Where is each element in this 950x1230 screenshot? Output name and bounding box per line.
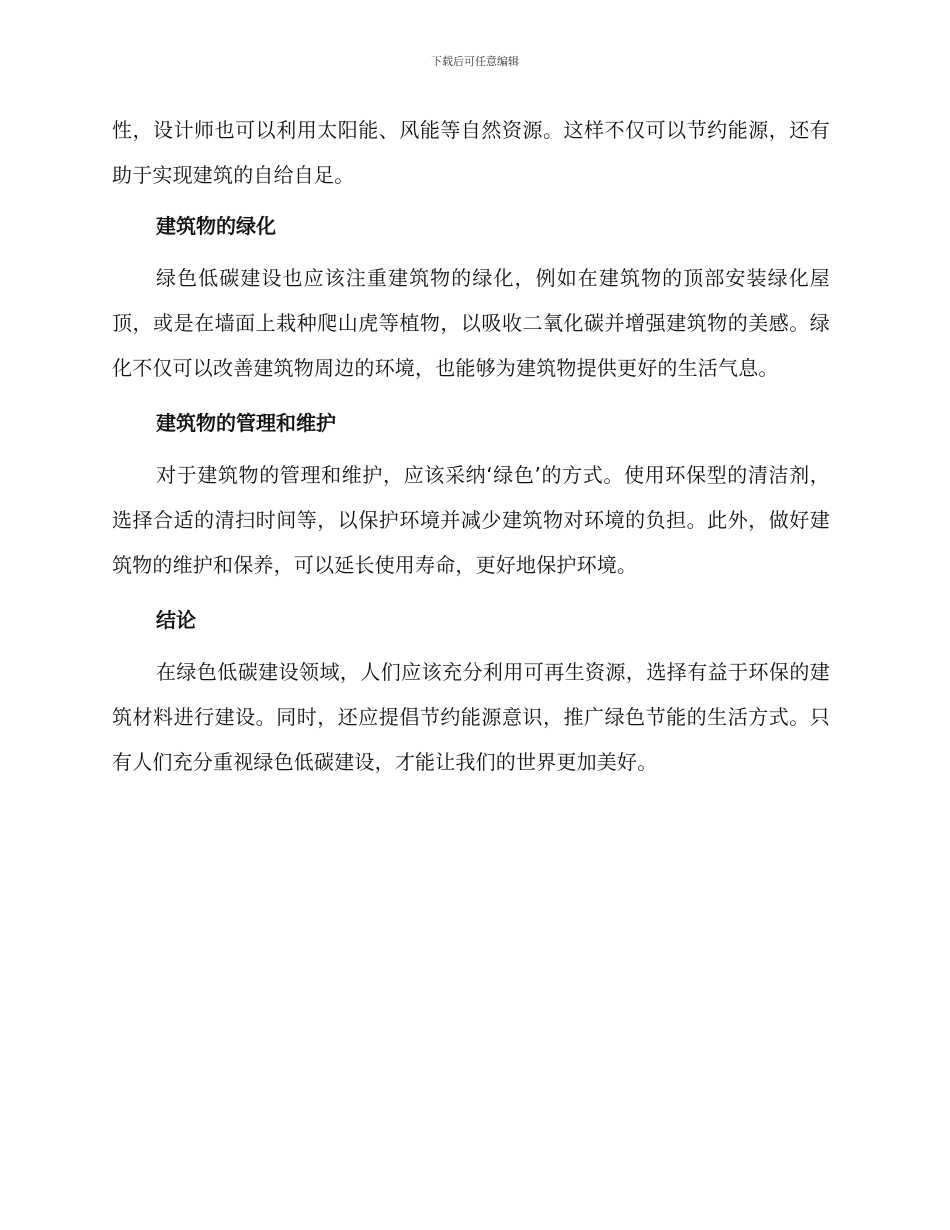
intro-paragraph: 性，设计师也可以利用太阳能、风能等自然资源。这样不仅可以节约能源，还有助于实现建筑的自给自足。 [112,118,830,187]
section-paragraph-greening: 绿色低碳建设也应该注重建筑物的绿化，例如在建筑物的顶部安装绿化屋顶，或是在墙面上栽种爬山虎等植物，以吸收二氧化碳并增强建筑物的美感。绿化不仅可以改善建筑物周边的环境，也能够为建筑物提供更好的生活气息。 [112,266,830,380]
section-paragraph-management: 对于建筑物的管理和维护，应该采纳‘绿色’的方式。使用环保型的清洁剂，选择合适的清扫时间等，以保护环境并减少建筑物对环境的负担。此外，做好建筑物的维护和保养，可以延长使用寿命，更好地保护环境。 [112,463,830,577]
page-header: 下载后可任意编辑 [431,55,519,68]
section-paragraph-conclusion: 在绿色低碳建设领域，人们应该充分利用可再生资源，选择有益于环保的建筑材料进行建设。同时，还应提倡节约能源意识，推广绿色节能的生活方式。只有人们充分重视绿色低碳建设，才能让我们的世界更加美好。 [112,660,830,774]
document-body [112,108,830,799]
section-heading-management: 建筑物的管理和维护 [156,411,336,435]
section-heading-conclusion: 结论 [156,608,196,632]
section-heading-greening: 建筑物的绿化 [156,214,276,238]
